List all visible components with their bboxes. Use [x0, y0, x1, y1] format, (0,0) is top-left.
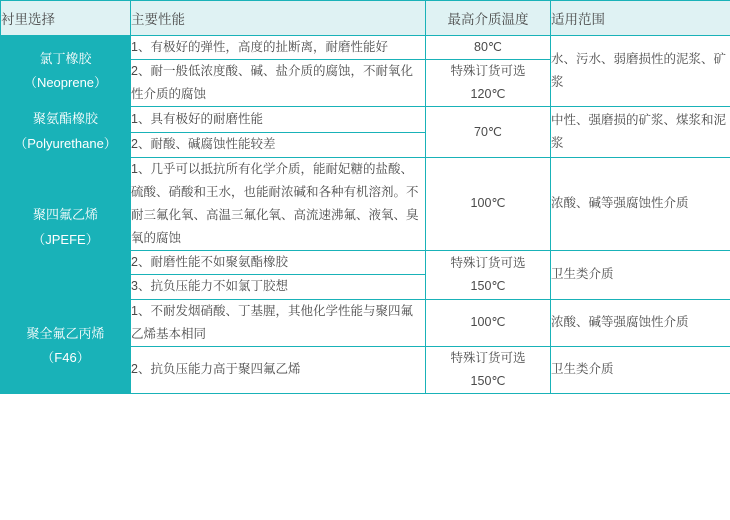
table-header: [1, 1, 730, 36]
material-name: 聚四氟乙烯: [32, 207, 98, 223]
material-name-en: （Neoprene）: [23, 75, 108, 91]
performance-cell: 2、抗负压能力高于聚四氟乙烯: [131, 346, 426, 393]
temperature-value: 80℃: [474, 40, 502, 54]
temperature-cell: [426, 251, 551, 299]
scope-cell: 卫生类介质: [551, 346, 730, 393]
table-row: [1, 107, 730, 132]
performance-cell: 3、抗负压能力不如氯丁胶想: [131, 275, 426, 299]
performance-cell: 1、几乎可以抵抗所有化学介质，能耐妃糖的盐酸、硫酸、硝酸和王水，也能耐浓碱和各种有机溶剂。不耐三氟化氧、高温三氟化氧、高流速沸氟、液氧、臭氧的腐蚀: [131, 157, 426, 251]
material-name: 聚氨酯橡胶: [32, 111, 98, 127]
temperature-value: 150℃: [470, 373, 506, 388]
table-header-row: [1, 1, 730, 36]
material-name-en: （F46）: [41, 350, 90, 366]
material-name: 聚全氟乙丙烯: [26, 325, 105, 341]
column-header-max-temperature: 最高介质温度: [426, 1, 551, 36]
temperature-value: 150℃: [470, 278, 506, 293]
material-name: 氯丁橡胶: [39, 50, 92, 66]
scope-cell: 浓酸、碱等强腐蚀性介质: [551, 299, 730, 346]
temperature-cell: [426, 107, 551, 157]
performance-cell: 2、耐一般低浓度酸、碱、盐介质的腐蚀，不耐氧化性介质的腐蚀: [131, 60, 426, 107]
performance-cell: 2、耐磨性能不如聚氨酯橡胶: [131, 251, 426, 275]
scope-cell: 浓酸、碱等强腐蚀性介质: [551, 157, 730, 251]
temperature-value: 120℃: [470, 87, 506, 102]
performance-cell: 2、耐酸、碱腐蚀性能较差: [131, 132, 426, 157]
temperature-cell: [426, 157, 551, 251]
temperature-cell: [426, 346, 551, 393]
material-cell-neoprene: [1, 36, 131, 107]
temperature-value: 100℃: [470, 196, 506, 211]
scope-cell: 卫生类介质: [551, 251, 730, 299]
table-row: [1, 157, 730, 251]
material-name-en: （Polyurethane）: [14, 136, 117, 152]
material-cell-ptfe: [1, 157, 131, 299]
material-cell-polyurethane: [1, 107, 131, 157]
column-header-scope: 适用范围: [551, 1, 730, 36]
temperature-note: 特殊订货可选: [450, 255, 526, 270]
column-header-performance: 主要性能: [131, 1, 426, 36]
scope-cell: 水、污水、弱磨损性的泥浆、矿浆: [551, 36, 730, 107]
temperature-value: 100℃: [470, 315, 506, 330]
temperature-cell: [426, 60, 551, 107]
performance-cell: 1、具有极好的耐磨性能: [131, 107, 426, 132]
temperature-cell: [426, 36, 551, 60]
scope-cell: 中性、强磨损的矿浆、煤浆和泥浆: [551, 107, 730, 157]
table-row: [1, 36, 730, 60]
temperature-note: 特殊订货可选: [450, 350, 526, 365]
performance-cell: 1、有极好的弹性，高度的扯断离，耐磨性能好: [131, 36, 426, 60]
temperature-cell: [426, 299, 551, 346]
performance-cell: 1、不耐发烟硝酸、丁基腥，其他化学性能与聚四氟乙烯基本相同: [131, 299, 426, 346]
column-header-lining: 衬里选择: [1, 1, 131, 36]
material-cell-fep: [1, 299, 131, 394]
table-row: [1, 299, 730, 346]
temperature-value: 70℃: [474, 124, 502, 139]
table-body: [1, 36, 730, 394]
temperature-note: 特殊订货可选: [450, 64, 526, 79]
material-name-en: （JPEFE）: [32, 232, 99, 248]
